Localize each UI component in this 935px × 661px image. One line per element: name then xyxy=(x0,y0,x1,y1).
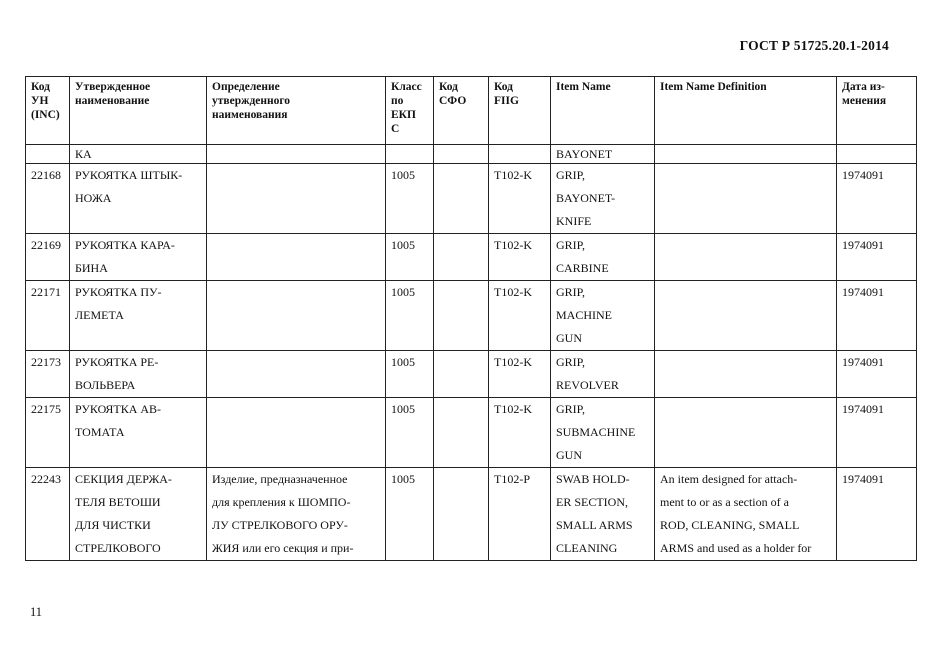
column-header-line: Код xyxy=(31,81,51,93)
cell-line: ДЛЯ ЧИСТКИ xyxy=(75,518,151,532)
table-row xyxy=(26,234,917,281)
table-row xyxy=(26,351,917,398)
column-header-line: Item Name xyxy=(556,81,611,93)
cell-line: GRIP, xyxy=(556,238,586,252)
cell-definition xyxy=(207,234,386,281)
cell-date xyxy=(837,145,917,164)
cell-line: ARMS and used as a holder for xyxy=(660,541,812,555)
cell-item-def xyxy=(655,145,837,164)
column-header-line: по xyxy=(391,95,404,107)
cell-definition xyxy=(207,164,386,234)
cell-inc: 22171 xyxy=(26,281,70,351)
column-header-line: менения xyxy=(842,95,887,107)
column-header-sfo xyxy=(434,77,489,145)
cell-line: ТОМАТА xyxy=(75,425,125,439)
cell-class: 1005 xyxy=(386,234,434,281)
cell-line: GUN xyxy=(556,448,582,462)
cell-line: РУКОЯТКА РЕ- xyxy=(75,355,159,369)
cell-line: SWAB HOLD- xyxy=(556,472,630,486)
cell-line: РУКОЯТКА АВ- xyxy=(75,402,162,416)
cell-item-def xyxy=(655,234,837,281)
cell-line: GUN xyxy=(556,331,582,345)
cell-sfo xyxy=(434,145,489,164)
cell-class: 1005 xyxy=(386,164,434,234)
column-header-class xyxy=(386,77,434,145)
column-header-inc xyxy=(26,77,70,145)
cell-approved xyxy=(70,234,207,281)
cell-inc: 22173 xyxy=(26,351,70,398)
table-header-row xyxy=(26,77,917,145)
cell-date: 1974091 xyxy=(837,281,917,351)
cell-sfo xyxy=(434,164,489,234)
cell-line: SUBMACHINE xyxy=(556,425,636,439)
cell-definition xyxy=(207,281,386,351)
document-code: ГОСТ Р 51725.20.1-2014 xyxy=(739,38,889,53)
cell-line: РУКОЯТКА КАРА- xyxy=(75,238,175,252)
cell-approved xyxy=(70,398,207,468)
cell-line: ER SECTION, xyxy=(556,495,628,509)
cell-item-def xyxy=(655,281,837,351)
cell-line: ЛУ СТРЕЛКОВОГО ОРУ- xyxy=(212,518,348,532)
column-header-approved xyxy=(70,77,207,145)
cell-sfo xyxy=(434,234,489,281)
table-body xyxy=(26,145,917,561)
cell-approved xyxy=(70,351,207,398)
cell-inc: 22169 xyxy=(26,234,70,281)
cell-line: РУКОЯТКА ШТЫК- xyxy=(75,168,183,182)
cell-line: GRIP, xyxy=(556,168,586,182)
column-header-line: утвержденного xyxy=(212,95,291,107)
table-row xyxy=(26,145,917,164)
cell-line: СТРЕЛКОВОГО xyxy=(75,541,161,555)
column-header-line: Определение xyxy=(212,81,280,93)
cell-fiig: T102-K xyxy=(489,234,551,281)
cell-sfo xyxy=(434,468,489,561)
cell-item-name xyxy=(551,468,655,561)
cell-approved xyxy=(70,164,207,234)
cell-line: CLEANING xyxy=(556,541,618,555)
table-row xyxy=(26,398,917,468)
column-header-date xyxy=(837,77,917,145)
cell-line: KNIFE xyxy=(556,214,592,228)
cell-sfo xyxy=(434,398,489,468)
cell-line: СЕКЦИЯ ДЕРЖА- xyxy=(75,472,172,486)
column-header-line: С xyxy=(391,123,400,135)
cell-inc xyxy=(26,145,70,164)
cell-class: 1005 xyxy=(386,398,434,468)
cell-class: 1005 xyxy=(386,468,434,561)
cell-line: РУКОЯТКА ПУ- xyxy=(75,285,162,299)
cell-item-name xyxy=(551,281,655,351)
cell-fiig: T102-K xyxy=(489,351,551,398)
cell-line: ТЕЛЯ ВЕТОШИ xyxy=(75,495,161,509)
cell-date: 1974091 xyxy=(837,351,917,398)
cell-date: 1974091 xyxy=(837,234,917,281)
column-header-item_name xyxy=(551,77,655,145)
column-header-line: Класс xyxy=(391,81,422,93)
cell-date: 1974091 xyxy=(837,164,917,234)
cell-line: BAYONET xyxy=(556,147,613,161)
cell-fiig xyxy=(489,145,551,164)
cell-line: GRIP, xyxy=(556,355,586,369)
cell-item-def xyxy=(655,468,837,561)
column-header-line: ЕКП xyxy=(391,109,416,121)
cell-definition xyxy=(207,398,386,468)
cell-fiig: T102-K xyxy=(489,164,551,234)
cell-line: GRIP, xyxy=(556,402,586,416)
cell-fiig: T102-K xyxy=(489,281,551,351)
cell-item-def xyxy=(655,164,837,234)
column-header-line: (INC) xyxy=(31,109,60,121)
cell-definition xyxy=(207,351,386,398)
table-row xyxy=(26,281,917,351)
cell-inc: 22168 xyxy=(26,164,70,234)
column-header-line: наименования xyxy=(212,109,288,121)
cell-line: ЛЕМЕТА xyxy=(75,308,124,322)
registry-table xyxy=(25,76,917,561)
cell-line: ЖИЯ или его секция и при- xyxy=(212,541,354,555)
cell-line: CARBINE xyxy=(556,261,609,275)
cell-class: 1005 xyxy=(386,281,434,351)
column-header-fiig xyxy=(489,77,551,145)
cell-line: ment to or as a section of a xyxy=(660,495,789,509)
cell-approved xyxy=(70,281,207,351)
cell-item-def xyxy=(655,351,837,398)
cell-line: GRIP, xyxy=(556,285,586,299)
column-header-item_def xyxy=(655,77,837,145)
cell-approved xyxy=(70,468,207,561)
cell-item-name xyxy=(551,398,655,468)
cell-line: SMALL ARMS xyxy=(556,518,633,532)
column-header-line: Утвержденное xyxy=(75,81,151,93)
column-header-line: Код xyxy=(494,81,514,93)
cell-sfo xyxy=(434,281,489,351)
cell-line: Изделие, предназначенное xyxy=(212,472,348,486)
cell-inc: 22175 xyxy=(26,398,70,468)
cell-line: ROD, CLEANING, SMALL xyxy=(660,518,800,532)
table-row xyxy=(26,468,917,561)
cell-class: 1005 xyxy=(386,351,434,398)
table-row xyxy=(26,164,917,234)
column-header-line: Дата из- xyxy=(842,81,885,93)
cell-line: BAYONET- xyxy=(556,191,616,205)
cell-line: An item designed for attach- xyxy=(660,472,798,486)
cell-fiig: T102-P xyxy=(489,468,551,561)
cell-item-name xyxy=(551,234,655,281)
cell-date: 1974091 xyxy=(837,468,917,561)
cell-fiig: T102-K xyxy=(489,398,551,468)
cell-line: MACHINE xyxy=(556,308,612,322)
cell-approved xyxy=(70,145,207,164)
cell-class xyxy=(386,145,434,164)
cell-date: 1974091 xyxy=(837,398,917,468)
column-header-line: Код xyxy=(439,81,459,93)
cell-item-name xyxy=(551,351,655,398)
cell-item-def xyxy=(655,398,837,468)
cell-inc: 22243 xyxy=(26,468,70,561)
cell-item-name xyxy=(551,164,655,234)
column-header-line: FIIG xyxy=(494,95,519,107)
cell-definition xyxy=(207,468,386,561)
column-header-line: Item Name Definition xyxy=(660,81,767,93)
column-header-definition xyxy=(207,77,386,145)
column-header-line: УН xyxy=(31,95,49,107)
cell-line: ВОЛЬВЕРА xyxy=(75,378,136,392)
cell-line: НОЖА xyxy=(75,191,112,205)
cell-line: REVOLVER xyxy=(556,378,619,392)
cell-line: для крепления к ШОМПО- xyxy=(212,495,351,509)
cell-line: КА xyxy=(75,147,92,161)
cell-definition xyxy=(207,145,386,164)
column-header-line: наименование xyxy=(75,95,150,107)
cell-item-name xyxy=(551,145,655,164)
page-number: 11 xyxy=(30,605,43,619)
column-header-line: СФО xyxy=(439,95,467,107)
cell-sfo xyxy=(434,351,489,398)
cell-line: БИНА xyxy=(75,261,108,275)
